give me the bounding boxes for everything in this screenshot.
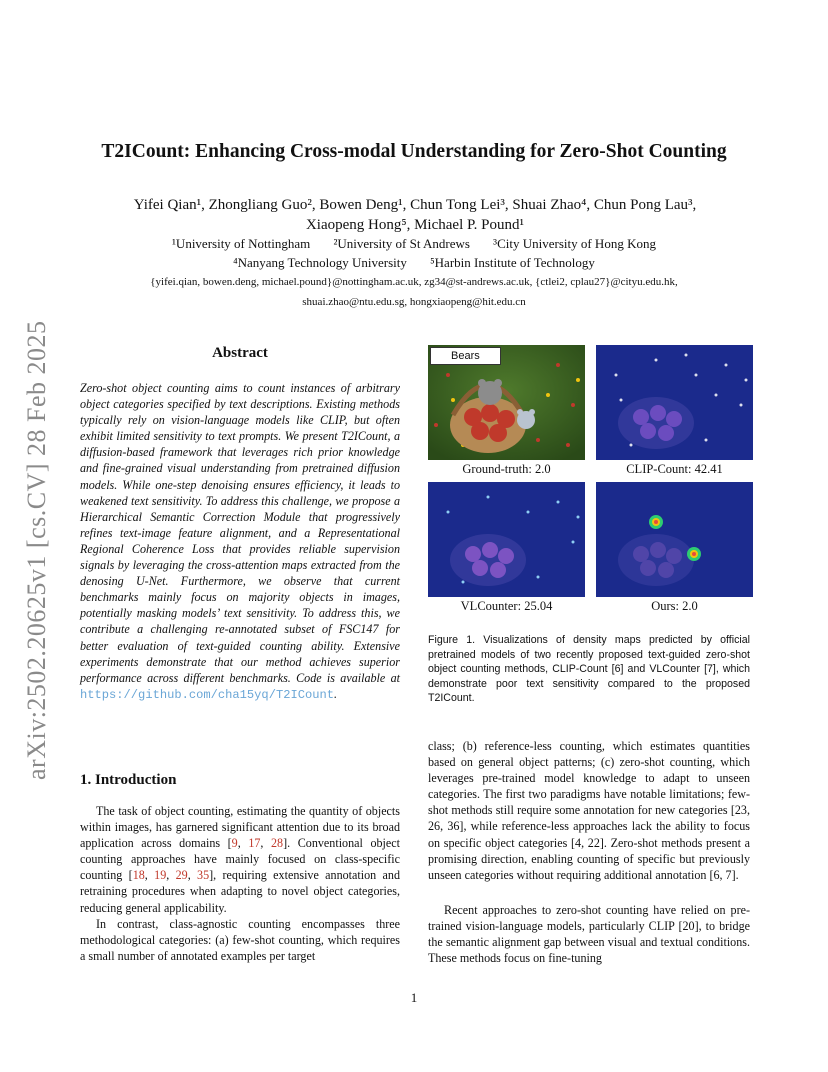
affiliation: ⁵Harbin Institute of Technology: [430, 255, 595, 270]
authors-line-1: Yifei Qian¹, Zhongliang Guo², Bowen Deng¹, Chun Tong Lei³, Shuai Zhao⁴, Chun Pong Lau³,: [133, 197, 697, 213]
affiliations-line-2: [0, 255, 828, 271]
affiliation: ¹University of Nottingham: [172, 236, 311, 251]
abstract-heading: Abstract: [212, 345, 268, 361]
citation-link[interactable]: 35: [197, 868, 210, 883]
panel-caption: Ours: 2.0: [651, 599, 698, 613]
right-paragraph-1: class; (b) reference-less counting, which estimates quantities based on general object patterns; (c) zero-shot counting, which leverages pre-trained model knowledge to adapt to unseen categories. The first two paradigms have notable limitations; few-shot methods still require some annotation for new categories [23, 26, 36], while reference-less approaches lack the ability to focus on specific object categories [4, 22]. Zero-shot methods present a promising direction, enabling counting of specific but previously unseen categories without requiring additional annotation [6, 7].: [428, 739, 750, 882]
abstract-body: Zero-shot object counting aims to count instances of arbitrary object categories specified by text descriptions. Existing methods typically rely on vision-language models like CLIP, but often exhibit limited sensitivity to text prompts. We present T2ICount, a diffusion-based framework that leverages rich prior knowledge and fine-grained visual understanding from pretrained diffusion models. While one-step denoising ensures efficiency, it leads to weakened text sensitivity. To address this challenge, we propose a Hierarchical Semantic Correction Module that progressively refines text-image feature alignment, and a Representational Regional Coherence Loss that provides reliable supervision signals by leveraging the cross-attention maps extracted from the denosing U-Net. Furthermore, we observe that current benchmarks mainly focus on majority objects in images, potentially masking models’ text sensitivity. To address this, we contribute a challenging re-annotated subset of FSC147 for better evaluation of text-guided counting ability. Extensive experiments demonstrate that our method achieves superior performance across different benchmarks. Code is available at: [80, 381, 400, 685]
citation-link[interactable]: 28: [271, 836, 284, 851]
intro-paragraph-2: In contrast, class-agnostic counting encompasses three methodological categories: (a) few-shot counting, which requires a small number of annotated examples per target: [80, 917, 400, 964]
abstract-text: [80, 380, 400, 703]
page-number: 1: [410, 990, 418, 1005]
emails-line-1: {yifei.qian, bowen.deng, michael.pound}@nottingham.ac.uk, zg34@st-andrews.ac.uk, {ctlei2, cplau27}@cityu.edu.hk,: [150, 276, 678, 288]
figure-1: [428, 345, 756, 615]
panel-caption: CLIP-Count: 42.41: [626, 462, 723, 476]
paper-title: T2ICount: Enhancing Cross-modal Understanding for Zero-Shot Counting: [101, 141, 727, 162]
code-link[interactable]: https://github.com/cha15yq/T2ICount: [80, 687, 335, 702]
class-label: Bears: [430, 347, 501, 365]
abstract-end: .: [334, 686, 338, 701]
ours-density-map: [596, 482, 753, 597]
affiliation: ²University of St Andrews: [333, 236, 470, 251]
right-paragraph-2: Recent approaches to zero-shot counting have relied on pre-trained vision-language models, particularly CLIP [20], to bridge the semantic alignment gap between visual and textual conditions. These methods focus on fine-tuning: [428, 903, 750, 966]
citation-link[interactable]: 19: [154, 868, 167, 883]
citation-link[interactable]: 9: [231, 836, 238, 851]
intro-paragraph-1: The task of object counting, estimating the quantity of objects within images, has garnered significant attention due to its broad application across domains [9, 17, 28]. Conventional object counting approaches have mainly focused on class-specific counting [18, 19, 29, 35], requiring extensive annotation and retraining procedures when adapting to novel object categories, reducing general applicability.: [80, 804, 401, 915]
vlcounter-density-map: [428, 482, 585, 597]
citation-link[interactable]: 17: [248, 836, 261, 851]
authors-line-2: Xiaopeng Hong⁵, Michael P. Pound¹: [305, 217, 525, 233]
emails-line-2: shuai.zhao@ntu.edu.sg, hongxiaopeng@hit.edu.cn: [302, 296, 526, 308]
affiliations-line-1: [0, 236, 828, 252]
panel-caption: VLCounter: 25.04: [460, 599, 553, 613]
citation-link[interactable]: 18: [132, 868, 145, 883]
email-list: [60, 272, 768, 312]
ground-truth-image: [428, 345, 585, 460]
section-heading-introduction: 1. Introduction: [80, 772, 177, 788]
citation-link[interactable]: 29: [175, 868, 188, 883]
arxiv-identifier: arXiv:2502.20625v1 [cs.CV] 28 Feb 2025: [22, 320, 51, 780]
affiliation: ⁴Nanyang Technology University: [233, 255, 407, 270]
affiliation: ³City University of Hong Kong: [493, 236, 656, 251]
author-list: [90, 195, 740, 235]
figure-caption: Figure 1. Visualizations of density maps predicted by official pretrained models of two recently proposed text-guided zero-shot object counting methods, CLIP-Count [6] and VLCounter [7], which demonstrate poor text sensitivity compared to the proposed T2ICount.: [428, 634, 750, 704]
panel-caption: Ground-truth: 2.0: [462, 462, 551, 476]
clip-count-density-map: [596, 345, 753, 460]
